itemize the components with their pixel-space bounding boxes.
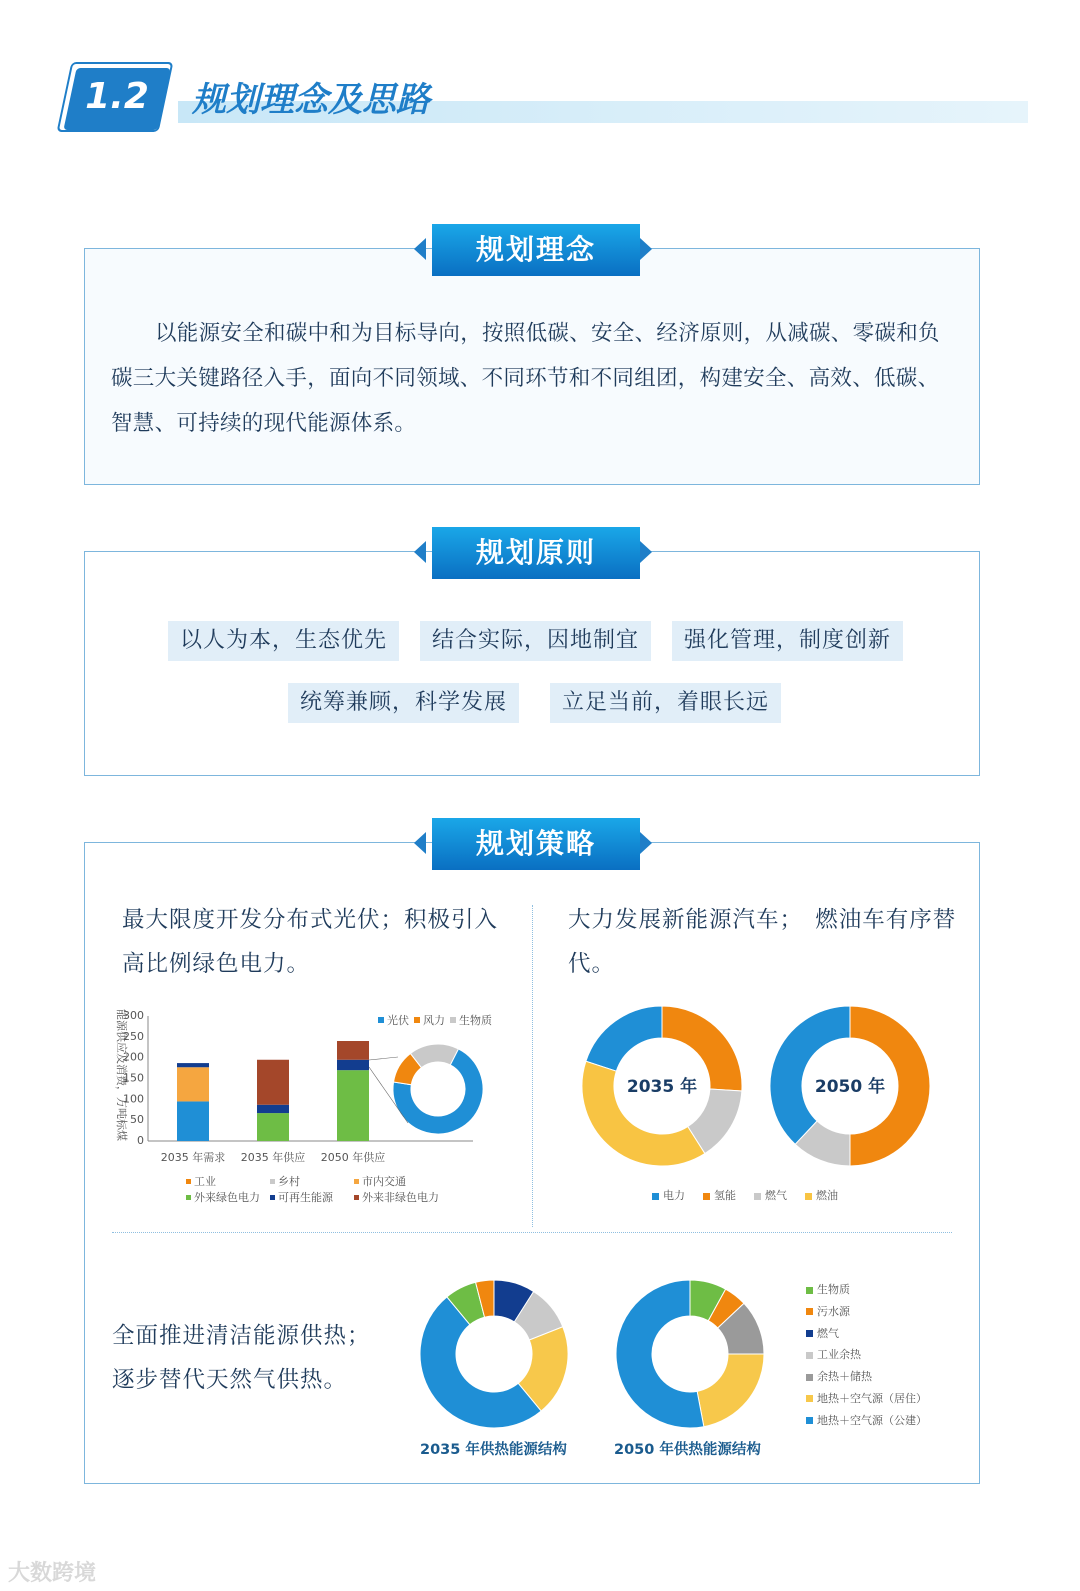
header-number: 1.2 — [85, 76, 149, 117]
tab-arrow-right — [640, 238, 652, 260]
ev-2035-center-label: 2035 年 — [626, 1077, 698, 1097]
legend-item: 燃油 — [805, 1187, 838, 1203]
ev-donut-2050 — [768, 1004, 932, 1168]
principle-pill: 统筹兼顾，科学发展 — [288, 683, 519, 723]
heat-caption-2050: 2050 年供热能源结构 — [614, 1442, 761, 1458]
bar-segment — [337, 1070, 369, 1141]
legend-swatch — [186, 1195, 191, 1200]
concept-tab: 规划理念 — [432, 224, 640, 276]
bar-segment — [337, 1060, 369, 1070]
legend-label: 外来非绿色电力 — [362, 1191, 439, 1204]
legend-item: 工业余热 — [806, 1346, 927, 1368]
bar-segment — [337, 1041, 369, 1060]
legend-swatch — [186, 1179, 191, 1184]
y-axis-label: 能源供应及消费，万吨标煤 — [115, 1009, 128, 1141]
legend-swatch — [270, 1179, 275, 1184]
heat-2050-slice — [697, 1354, 764, 1427]
divider-horizontal — [112, 1232, 952, 1233]
principles-tab: 规划原则 — [432, 527, 640, 579]
y-tick-label: 0 — [137, 1134, 144, 1147]
heat-text-2: 逐步替代天然气供热。 — [112, 1367, 348, 1393]
heat-donut-2050 — [612, 1276, 768, 1432]
bar-segment — [177, 1101, 209, 1141]
legend-label: 外来绿色电力 — [194, 1191, 260, 1204]
legend-swatch — [354, 1195, 359, 1200]
concept-text: 以能源安全和碳中和为目标导向，按照低碳、安全、经济原则，从减碳、零碳和负碳三大关键路径入手，面向不同领域、不同环节和不同组团，构建安全、高效、低碳、智慧、可持续的现代能源体系。 — [111, 321, 940, 436]
page-title: 规划理念及思路 — [192, 80, 430, 120]
legend-swatch — [378, 1017, 384, 1023]
y-tick-label: 300 — [123, 1009, 144, 1022]
principle-pill: 强化管理，制度创新 — [672, 621, 903, 661]
pv-text: 最大限度开发分布式光伏；积极引入高比例绿色电力。 — [122, 907, 499, 977]
x-tick-label: 2035 年供应 — [240, 1151, 306, 1164]
heat-legend — [806, 1281, 927, 1434]
bar-segment — [177, 1067, 209, 1101]
x-tick-label: 2035 年需求 — [160, 1151, 226, 1164]
ev-donut-2035 — [580, 1004, 744, 1168]
heat-donut-2035 — [416, 1276, 572, 1432]
legend-label: 生物质 — [459, 1014, 492, 1027]
ev-text: 大力发展新能源汽车； 燃油车有序替代。 — [568, 907, 957, 977]
legend-swatch — [414, 1017, 420, 1023]
legend-item: 氢能 — [703, 1187, 736, 1203]
legend-label: 光伏 — [387, 1014, 409, 1027]
legend-item: 地热＋空气源（公建） — [806, 1412, 927, 1434]
ev-legend — [652, 1187, 838, 1203]
y-tick-label: 50 — [130, 1113, 144, 1127]
concept-box — [84, 248, 980, 485]
legend-label: 乡村 — [278, 1175, 300, 1188]
tab-arrow-right — [640, 541, 652, 563]
principle-pill: 以人为本，生态优先 — [168, 621, 399, 661]
legend-label: 风力 — [423, 1014, 445, 1027]
watermark: 大数跨境 — [8, 1561, 97, 1586]
legend-item: 生物质 — [806, 1281, 927, 1303]
bar-segment — [257, 1113, 289, 1141]
y-tick-label: 150 — [123, 1071, 144, 1085]
tab-arrow-right — [640, 832, 652, 854]
y-tick-label: 100 — [123, 1092, 144, 1106]
bar-segment — [257, 1060, 289, 1105]
tab-arrow-left — [414, 238, 426, 260]
bar-segment — [257, 1105, 289, 1113]
ev-2050-center-label: 2050 年 — [814, 1077, 886, 1097]
heat-caption-2035: 2035 年供热能源结构 — [420, 1442, 567, 1458]
legend-item: 燃气 — [754, 1187, 787, 1203]
legend-label: 可再生能源 — [278, 1191, 333, 1204]
divider-vertical — [532, 905, 533, 1227]
legend-label: 市内交通 — [362, 1175, 406, 1188]
legend-item: 燃气 — [806, 1325, 927, 1347]
legend-item: 电力 — [652, 1187, 685, 1203]
legend-swatch — [450, 1017, 456, 1023]
y-tick-label: 250 — [123, 1029, 144, 1043]
y-tick-label: 200 — [123, 1050, 144, 1064]
ev-2035-slice — [586, 1006, 662, 1071]
legend-item: 地热＋空气源（居住） — [806, 1390, 927, 1412]
bar-segment — [177, 1063, 209, 1067]
principle-pill: 结合实际，因地制宜 — [420, 621, 651, 661]
heat-text-1: 全面推进清洁能源供热； — [112, 1323, 371, 1349]
ev-2050-slice — [770, 1006, 850, 1144]
tab-arrow-left — [414, 832, 426, 854]
principle-pill: 立足当前，着眼长远 — [550, 683, 781, 723]
principles-box — [84, 551, 980, 776]
connector-line — [369, 1057, 398, 1060]
legend-label: 工业 — [194, 1175, 216, 1188]
tab-arrow-left — [414, 541, 426, 563]
energy-bar-chart — [108, 1005, 508, 1215]
legend-item: 污水源 — [806, 1303, 927, 1325]
strategy-tab: 规划策略 — [432, 818, 640, 870]
legend-swatch — [270, 1195, 275, 1200]
legend-item: 余热＋储热 — [806, 1368, 927, 1390]
legend-swatch — [354, 1179, 359, 1184]
x-tick-label: 2050 年供应 — [320, 1151, 386, 1164]
